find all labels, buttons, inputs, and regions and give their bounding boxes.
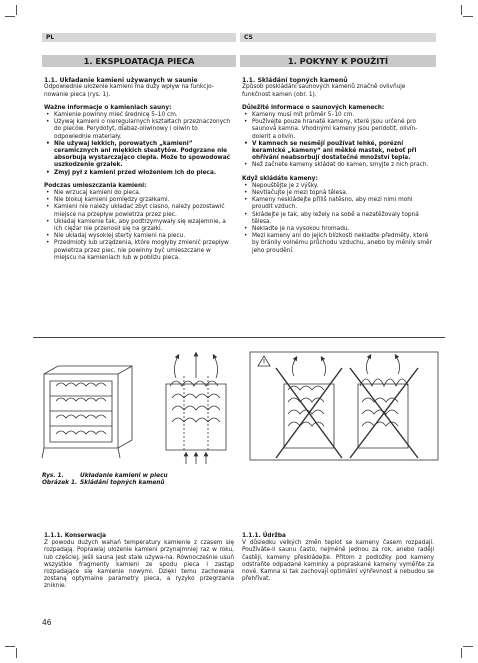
placing-list [44,190,234,262]
crop-mark [463,16,473,17]
heater-correct-illustration [166,354,226,464]
list-item: • Przedmioty lub urządzenia, które mogłyby zmienić przepływ powietrza przez piec, nie powinny być umieszczane w miejscu na kamieniach lub w pobliżu pieca. [54,240,234,262]
caption-number-pl: Rys. 1. [42,473,64,479]
language-tab-pl: PL [42,33,236,42]
list-item: • Zmyj pył z kamieni przed włożeniem ich do pieca. [54,170,234,177]
heater-perspective-illustration [42,366,132,458]
heading-1-1-1: 1.1.1. Údržba [242,533,286,539]
important-list [44,112,234,177]
figure-top-rule [33,337,445,338]
placing-heading: Podczas umieszczania kamieni: [44,182,147,189]
list-item: • Používejte pouze hranaté kameny, které jsou určené pro saunová kamna. Vhodnými kameny jsou peridotit, olivín-dolerit a olivín. [252,119,434,141]
list-item: • Nepouštějte je z výšky. [252,183,434,190]
figure-caption [42,473,168,487]
crop-mark [16,648,17,658]
placing-list [242,183,434,255]
paragraph-1-1: Způsob poskládání saunových kamenů značně ovlivňuje funkčnost kamen (obr. 1). [242,84,406,98]
paragraph-1-1-1: Z powodu dużych wahań temperatury kamienie z czasem się rozpadają. Poprawiaj ułożenie kamieni przynajmniej raz w roku, lub częściej, jeśli sauna jest stale używa-na. Równocześnie usuń wszystkie fragmenty kamieni ze spodu pieca i zastąp rozpadające się kamienie nowymi. Dzięki temu zachowana zostaną optymalne parametry pieca, a ryzyko przegrzania zniknie. [44,540,234,590]
list-item: • Nie blokuj kamieni pomiędzy grzałkami. [54,197,234,204]
column-pl [44,77,234,262]
placing-heading: Když skládáte kameny: [242,175,318,182]
heater-incorrect-illustration-1 [276,358,342,458]
stone-placement-figure [36,346,442,466]
crop-mark [461,648,462,658]
list-item: • Układaj kamienie tak, aby podtrzymywały się wzajemnie, a ich ciężar nie przenosił się na grzałki. [54,219,234,233]
column-cs [242,77,434,255]
heater-incorrect-illustration-2 [350,356,418,458]
important-heading: Ważne informacje o kamieniach sauny: [44,104,172,111]
list-item: • Kamienie powinny mieć średnicę 5–10 cm. [54,112,234,119]
list-item: • Używaj kamieni o nieregularnych kształtach przeznaczonych do pieców. Perydotyt, diabaz-oliwinowy i oliwin to odpowiednie materiały. [54,119,234,141]
maintenance-pl [44,533,234,591]
important-heading: Důležité informace o saunových kamenech: [242,104,385,111]
crop-mark [463,646,473,647]
list-item: • V kamnech se nesmějí používat lehké, porézní keramické „kameny“ ani měkké mastek, neboť při ohřívání neabsorbují dostatečné množství tepla. [252,141,434,163]
maintenance-cs [242,533,434,583]
crop-mark [16,5,17,15]
list-item: • Nie układaj wysokiej sterty kamieni na piecu. [54,233,234,240]
crop-mark [461,5,462,15]
list-item: • Nekladte je na vysokou hromadu. [252,226,434,233]
list-item: • Mezi kameny ani do jejich blízkosti nekladte předměty, které by bránily volnému průchodu vzduchu, anebo by měnily směr jeho proudění. [252,233,434,255]
list-item: • Nevtlačujte je mezi topná tělesa. [252,190,434,197]
heading-1-1: 1.1. Skládání topných kamenů [242,77,348,84]
caption-text-cs: Skládání topných kamenů [80,480,165,487]
list-item: • Nie używaj lekkich, porowatych „kamieni” ceramicznych ani miękkich steatytów. Podgrzane nie absorbują wystarczająco ciepła. Może to spowodować uszkodzenie grzałek. [54,141,234,170]
caption-number-cs: Obrázek 1. [42,480,78,487]
list-item: • Než začnete kameny skládat do kamen, smyjte z nich prach. [252,162,434,169]
list-item: • Nie wrzucaj kamieni do pieca. [54,190,234,197]
heading-1-1: 1.1. Układanie kamieni używanych w saunie [44,77,198,84]
warning-frame [250,352,438,460]
language-tab-cs: CS [240,33,436,42]
list-item: • Kameny neskládejte příliš natěsno, aby mezi nimi mohl proudit vzduch. [252,197,434,211]
caption-text-pl: Układanie kamieni w piecu [80,473,168,479]
section-title-cs: 1. POKYNY K POUŽITÍ [240,55,436,67]
list-item: • Kameny musí mít průměr 5–10 cm. [252,112,434,119]
paragraph-1-1-1: V důsledku velkých změn teplot se kameny časem rozpadají. Používáte-li saunu často, nejméně jednou za rok, anebo raději častěji, kameny přeskládejte. Přitom z podložky pod kameny odstraňte odpadané kaminky a popraskané kameny vyměňte za nové. Kamna si tak zachovají optimální výhřevnost a nebudou se přehřívat. [242,540,434,583]
section-title-pl: 1. EKSPLOATACJA PIECA [42,55,236,67]
heading-1-1-1: 1.1.1. Konserwacja [44,533,107,539]
paragraph-1-1: Odpowiednie ułożenie kamieni ma duży wpływ na funkcjo-nowanie pieca (rys. 1). [44,84,214,98]
crop-mark [5,646,15,647]
important-list [242,112,434,170]
page-number: 46 [42,618,52,627]
crop-mark [5,16,15,17]
list-item: • Skládejte je tak, aby ležely na sobě a nezatěžovaly topná tělesa. [252,212,434,226]
list-item: • Kamieni nie należy układać zbyt ciasno, należy pozostawić miejsce na przepływ powietrza przez piec. [54,204,234,218]
